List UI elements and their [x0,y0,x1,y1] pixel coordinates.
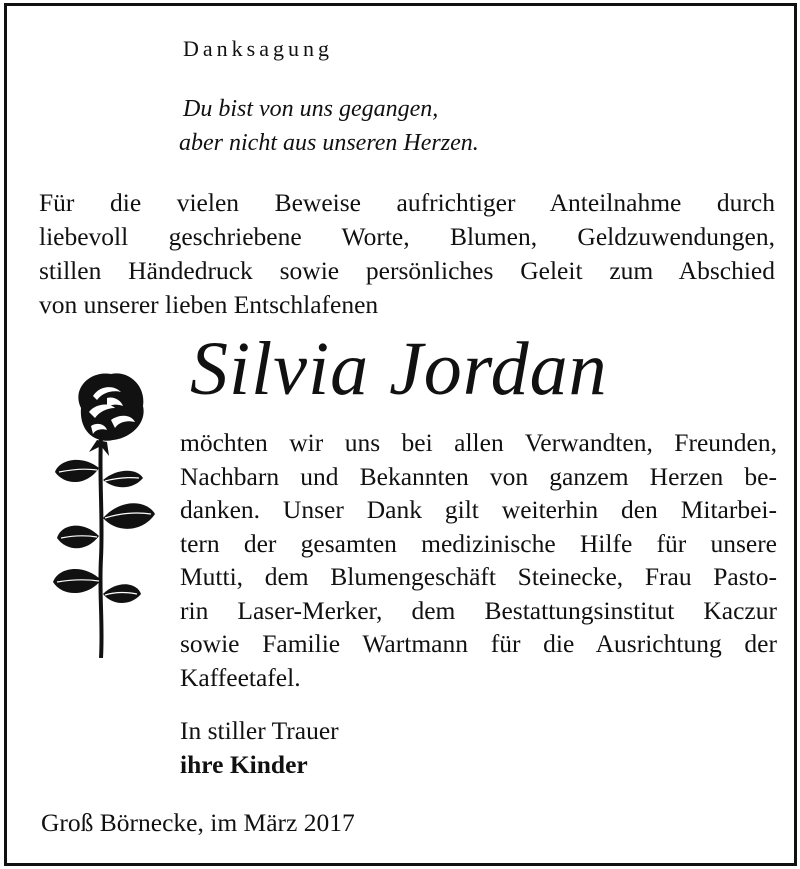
intro-paragraph [39,186,775,322]
body-line: möchten wir uns bei allen Verwandten, Freunden, [180,428,777,457]
mourning-line: In stiller Trauer [180,716,339,745]
body-line: sowie Familie Wartmann für die Ausrichtung der [180,629,777,658]
rose-icon [51,368,161,658]
verse-line: Du bist von uns gegangen, [183,96,439,122]
memorial-verse [179,92,479,160]
obituary-notice [4,3,797,866]
deceased-name: Silvia Jordan [190,327,608,411]
mourning-block [180,714,339,782]
body-line: tern der gesamten medizinische Hilfe für unsere [180,528,777,558]
body-line: Mutti, dem Blumengeschäft Steinecke, Frau Pasto- [180,562,777,591]
intro-line: Für die vielen Beweise aufrichtiger Anteilnahme durch [39,188,775,217]
thanks-paragraph [180,426,777,694]
body-line: danken. Unser Dank gilt weiterhin den Mitarbei- [180,495,777,524]
body-line: Nachbarn und Bekannten von ganzem Herzen be- [180,461,777,491]
intro-line: liebevoll geschriebene Worte, Blumen, Geldzuwendungen, [39,222,775,251]
intro-line: stillen Händedruck sowie persönliches Geleit zum Abschied [39,256,775,285]
signer: ihre Kinder [180,750,308,779]
place-date: Groß Börnecke, im März 2017 [41,808,355,837]
intro-line: von unserer lieben Entschlafenen [39,290,379,319]
body-line: Kaffeetafel. [180,662,301,692]
notice-heading: Danksagung [183,36,333,61]
body-line: rin Laser-Merker, dem Bestattungsinstitut Kaczur [180,595,777,625]
verse-line: aber nicht aus unseren Herzen. [179,130,479,156]
